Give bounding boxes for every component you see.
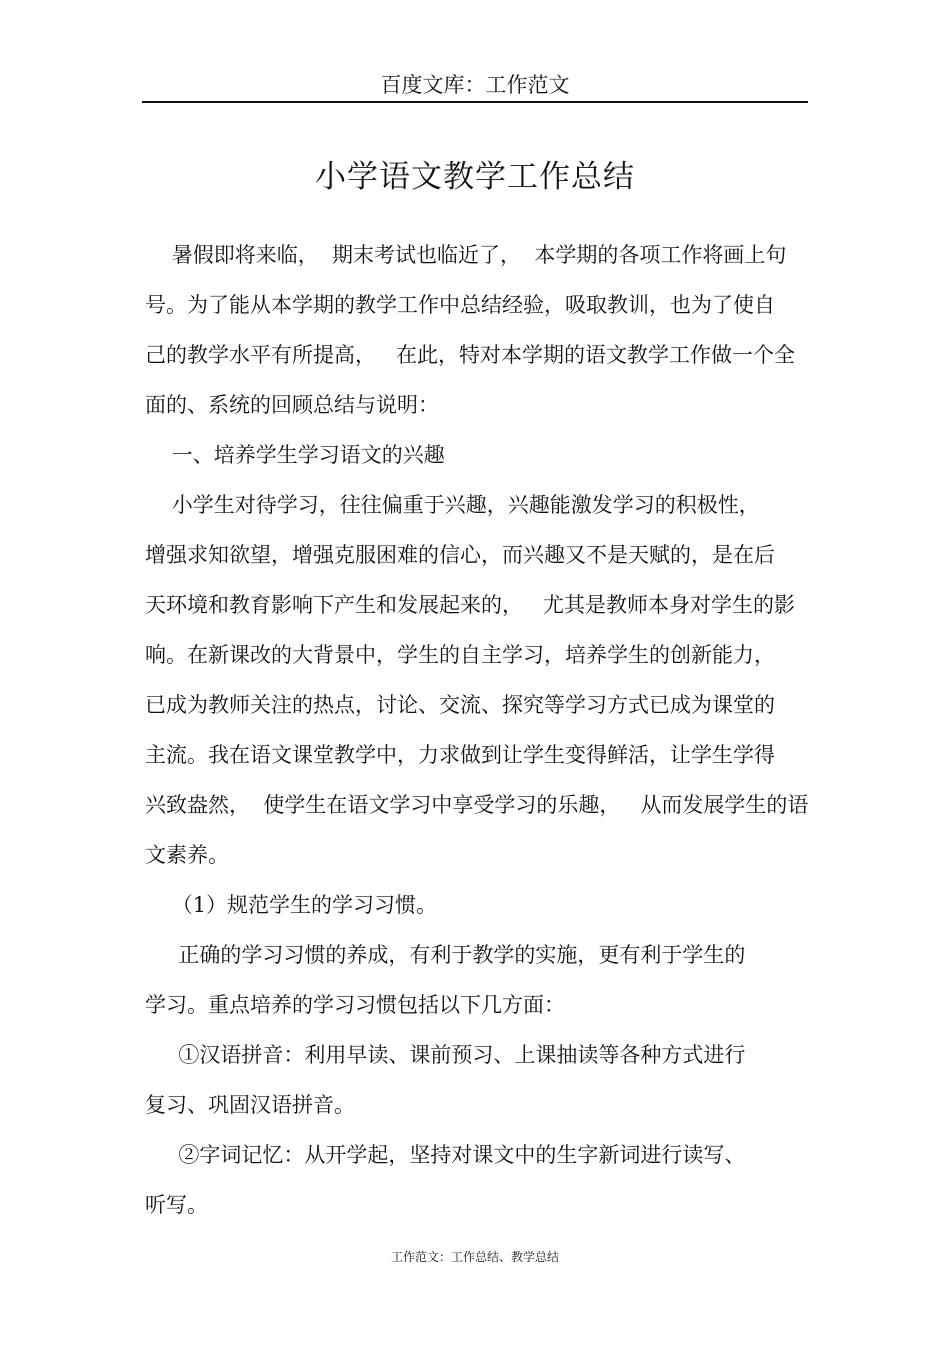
body-line: 天环境和教育影响下产生和发展起来的， 尤其是教师本身对学生的影 (145, 593, 796, 617)
body-line: 听写。 (145, 1193, 208, 1217)
body-line: 已成为教师关注的热点，讨论、交流、探究等学习方式已成为课堂的 (145, 693, 775, 717)
page-footer: 工作范文：工作总结、教学总结 (390, 1250, 559, 1264)
body-line: 兴致盎然， 使学生在语文学习中享受学习的乐趣， 从而发展学生的语 (145, 793, 809, 817)
subsection-heading: （1）规范学生的学习习惯。 (145, 893, 438, 917)
body-line: 小学生对待学习，往往偏重于兴趣，兴趣能激发学习的积极性， (145, 493, 760, 517)
body-line: 文素养。 (145, 843, 229, 867)
body-line: 响。在新课改的大背景中，学生的自主学习，培养学生的创新能力， (145, 643, 775, 667)
body-line: 正确的学习习惯的养成，有利于教学的实施，更有利于学生的 (145, 943, 746, 967)
header-rule (142, 101, 808, 103)
body-line: ②字词记忆：从开学起，坚持对课文中的生字新词进行读写、 (145, 1143, 746, 1167)
body-line: ①汉语拼音：利用早读、课前预习、上课抽读等各种方式进行 (145, 1043, 746, 1067)
body-line: 增强求知欲望，增强克服困难的信心，而兴趣又不是天赋的，是在后 (145, 543, 775, 567)
body-line: 主流。我在语文课堂教学中，力求做到让学生变得鲜活，让学生学得 (145, 743, 775, 767)
section-heading: 一、培养学生学习语文的兴趣 (145, 443, 445, 467)
document-title: 小学语文教学工作总结 (315, 159, 635, 195)
page-header: 百度文库：工作范文 (380, 73, 570, 97)
body-line: 复习、巩固汉语拼音。 (145, 1093, 355, 1117)
body-line: 号。为了能从本学期的教学工作中总结经验，吸取教训，也为了使自 (145, 293, 775, 317)
body-line: 学习。重点培养的学习习惯包括以下几方面： (145, 993, 565, 1017)
body-line: 己的教学水平有所提高， 在此，特对本学期的语文教学工作做一个全 (145, 343, 796, 367)
body-line: 面的、系统的回顾总结与说明： (145, 393, 439, 417)
body-line: 暑假即将来临， 期末考试也临近了， 本学期的各项工作将画上句 (145, 243, 787, 267)
